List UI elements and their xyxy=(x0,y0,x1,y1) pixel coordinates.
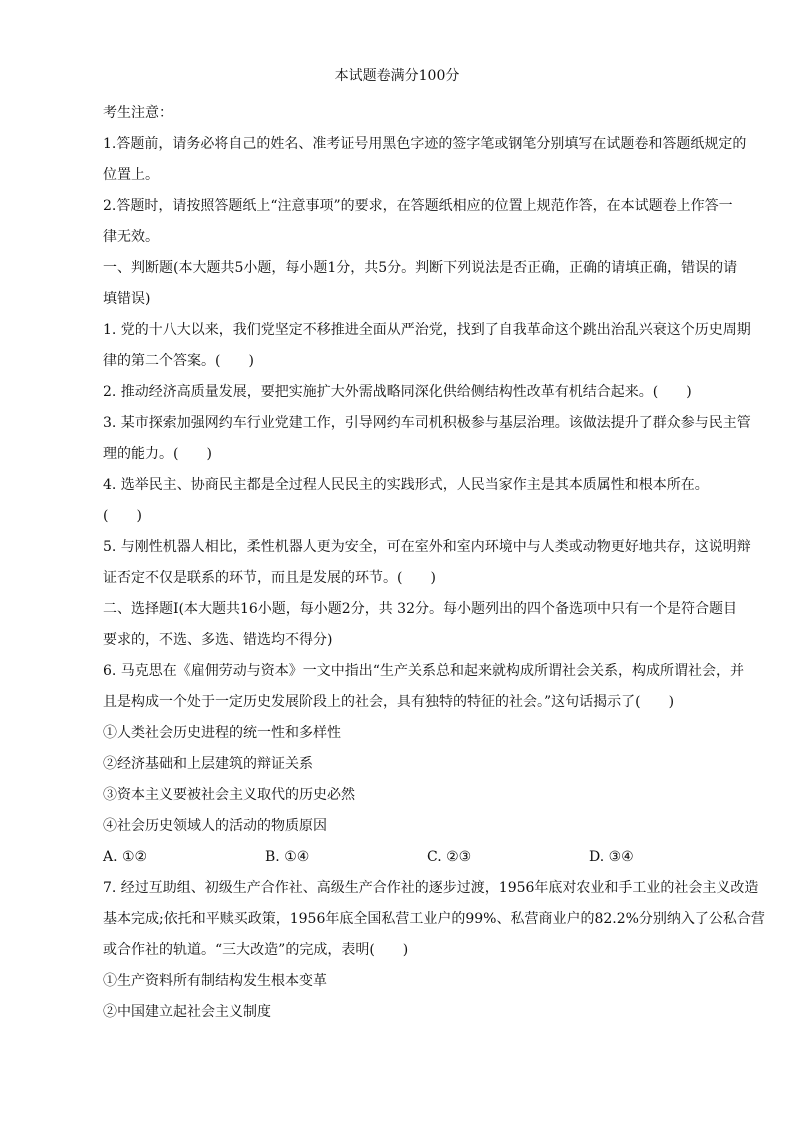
question-6-statement-3: ③资本主义要被社会主义取代的历史必然 xyxy=(103,787,355,803)
notice-item-1-line-1: 1.答题前，请务必将自己的姓名、准考证号用黑色字迹的签字笔或钢笔分别填写在试题卷和答题纸规定的 xyxy=(103,136,747,152)
question-3-line-1: 3. 某市探索加强网约车行业党建工作，引导网约车司机积极参与基层治理。该做法提升了群众参与民主管 xyxy=(103,415,751,431)
question-5-line-1: 5. 与刚性机器人相比，柔性机器人更为安全，可在室外和室内环境中与人类或动物更好地共存，这说明辩 xyxy=(103,539,751,555)
question-6-option-a: A. ①② xyxy=(103,849,148,865)
question-7-line-2: 基本完成;依托和平赎买政策，1956年底全国私营工业户的99%、私营商业户的82.2%分别纳入了公私合营 xyxy=(103,911,765,927)
question-4-line-2: ( ) xyxy=(103,508,142,524)
question-7-line-1: 7. 经过互助组、初级生产合作社、高级生产合作社的逐步过渡，1956年底对农业和手工业的社会主义改造 xyxy=(103,880,759,896)
section-2-heading-line-2: 要求的，不选、多选、错选均不得分) xyxy=(103,632,333,648)
question-6-statement-4: ④社会历史领域人的活动的物质原因 xyxy=(103,818,327,834)
notice-item-2-line-2: 律无效。 xyxy=(103,229,159,245)
page-title: 本试题卷满分100分 xyxy=(334,68,460,84)
question-1-line-2: 律的第二个答案。( ) xyxy=(103,353,254,369)
question-5-line-2: 证否定不仅是联系的环节，而且是发展的环节。( ) xyxy=(103,570,436,586)
exam-content xyxy=(103,98,765,1028)
question-6-options xyxy=(103,842,723,873)
question-6-option-d: D. ③④ xyxy=(589,849,634,865)
notice-item-2-line-1: 2.答题时，请按照答题纸上“注意事项”的要求，在答题纸相应的位置上规范作答，在本试题卷上作答一 xyxy=(103,198,733,214)
question-6-line-2: 且是构成一个处于一定历史发展阶段上的社会，具有独特的特征的社会。”这句话揭示了( ) xyxy=(103,694,675,710)
question-6-statement-1: ①人类社会历史进程的统一性和多样性 xyxy=(103,725,341,741)
notice-heading: 考生注意： xyxy=(103,105,173,121)
question-6-statement-2: ②经济基础和上层建筑的辩证关系 xyxy=(103,756,313,772)
section-2-heading-line-1: 二、选择题Ⅰ(本大题共16小题，每小题2分，共 32分。每小题列出的四个备选项中只有一个是符合题目 xyxy=(103,601,737,617)
notice-item-1-line-2: 位置上。 xyxy=(103,167,159,183)
question-6-option-c: C. ②③ xyxy=(427,849,472,865)
question-7-line-3: 或合作社的轨道。“三大改造”的完成，表明( ) xyxy=(103,942,409,958)
question-2-line-1: 2. 推动经济高质量发展，要把实施扩大外需战略同深化供给侧结构性改革有机结合起来。( ) xyxy=(103,384,692,400)
question-6-line-1: 6. 马克思在《雇佣劳动与资本》一文中指出“生产关系总和起来就构成所谓社会关系，构成所谓社会，并 xyxy=(103,663,744,679)
question-3-line-2: 理的能力。( ) xyxy=(103,446,212,462)
section-1-heading-line-2: 填错误) xyxy=(103,291,151,307)
question-4-line-1: 4. 选举民主、协商民主都是全过程人民民主的实践形式，人民当家作主是其本质属性和根本所在。 xyxy=(103,477,709,493)
question-1-line-1: 1. 党的十八大以来，我们党坚定不移推进全面从严治党，找到了自我革命这个跳出治乱兴衰这个历史周期 xyxy=(103,322,751,338)
question-6-option-b: B. ①④ xyxy=(265,849,310,865)
question-7-statement-1: ①生产资料所有制结构发生根本变革 xyxy=(103,973,327,989)
section-1-heading-line-1: 一、判断题(本大题共5小题，每小题1分，共5分。判断下列说法是否正确，正确的请填正确，错误的请 xyxy=(103,260,738,276)
question-7-statement-2: ②中国建立起社会主义制度 xyxy=(103,1004,271,1020)
